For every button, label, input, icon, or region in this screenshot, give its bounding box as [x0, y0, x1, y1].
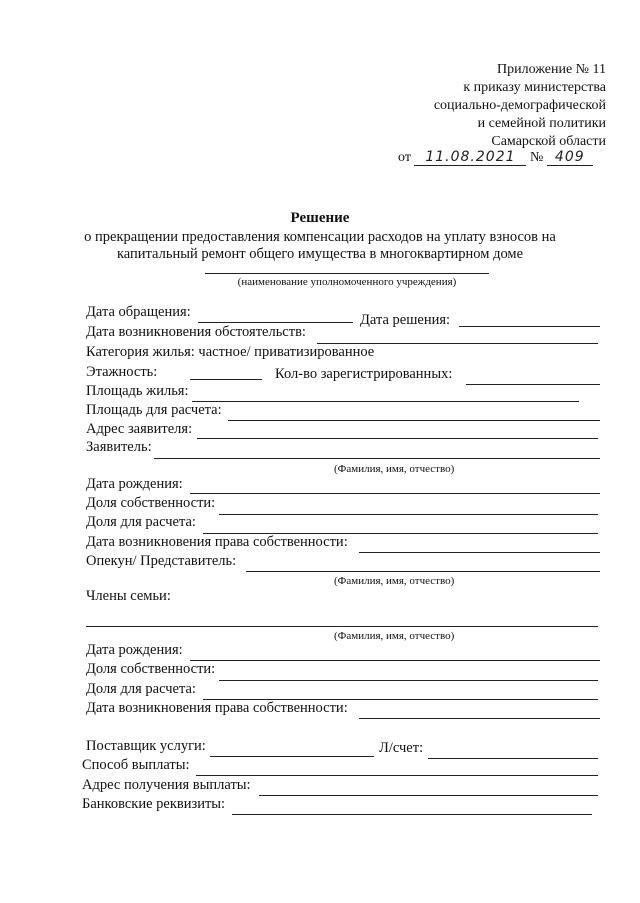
applicant-field[interactable]: [154, 458, 600, 459]
applicant-fio-caption: (Фамилия, имя, отчество): [334, 463, 455, 475]
number-prefix: №: [529, 150, 544, 165]
appeal-date-field[interactable]: [198, 322, 353, 323]
ministry-line: социально-демографической: [433, 98, 606, 113]
ownership-share-field-1[interactable]: [219, 514, 598, 515]
payment-address-field[interactable]: [259, 795, 598, 796]
document-subtitle-2: капитальный ремонт общего имущества в многоквартирном доме: [116, 246, 524, 262]
ownership-date-label-2: Дата возникновения права собственности:: [86, 700, 348, 716]
ownership-share-field-2[interactable]: [219, 680, 598, 681]
guardian-field[interactable]: [246, 571, 600, 572]
birth-date-field-1[interactable]: [190, 493, 600, 494]
registered-count-field[interactable]: [466, 384, 600, 385]
provider-field[interactable]: [210, 756, 374, 757]
living-area-field[interactable]: [192, 401, 579, 402]
order-ref-line: к приказу министерства: [463, 80, 606, 95]
document-subtitle-1: о прекращении предоставления компенсации расходов на уплату взносов на: [84, 229, 556, 245]
bank-details-label: Банковские реквизиты:: [82, 796, 226, 812]
calc-share-label-2: Доля для расчета:: [86, 681, 196, 697]
ownership-share-label-2: Доля собственности:: [86, 661, 216, 677]
provider-label: Поставщик услуги:: [86, 738, 206, 754]
calc-share-label-1: Доля для расчета:: [86, 514, 196, 530]
applicant-address-label: Адрес заявителя:: [86, 421, 193, 437]
calc-area-label: Площадь для расчета:: [86, 402, 222, 418]
ownership-date-field-1[interactable]: [359, 552, 600, 553]
region-line: Самарской области: [491, 134, 606, 149]
family-members-field[interactable]: [86, 626, 598, 627]
institution-line[interactable]: [205, 273, 489, 274]
floors-label: Этажность:: [86, 364, 158, 380]
payment-method-label: Способ выплаты:: [82, 757, 190, 773]
appendix-number: Приложение № 11: [497, 62, 606, 77]
decision-date-label: Дата решения:: [360, 312, 451, 328]
document-title: Решение: [290, 210, 350, 226]
ownership-share-label-1: Доля собственности:: [86, 495, 216, 511]
institution-caption: (наименование уполномоченного учреждения): [237, 276, 457, 288]
payment-method-field[interactable]: [196, 775, 598, 776]
living-area-label: Площадь жилья:: [86, 383, 189, 399]
applicant-address-field[interactable]: [197, 438, 598, 439]
order-date-row: [398, 149, 593, 166]
birth-date-field-2[interactable]: [190, 660, 600, 661]
ownership-date-label-1: Дата возникновения права собственности:: [86, 534, 348, 550]
circumstances-date-label: Дата возникновения обстоятельств:: [86, 324, 306, 340]
appeal-date-label: Дата обращения:: [86, 304, 191, 320]
floors-field[interactable]: [190, 379, 262, 380]
account-label: Л/счет:: [379, 740, 424, 756]
payment-address-label: Адрес получения выплаты:: [82, 777, 251, 793]
date-prefix: от: [398, 150, 411, 165]
ownership-date-field-2[interactable]: [359, 718, 600, 719]
calc-area-field[interactable]: [228, 420, 600, 421]
guardian-fio-caption: (Фамилия, имя, отчество): [334, 575, 455, 587]
guardian-label: Опекун/ Представитель:: [86, 553, 237, 569]
family-members-label: Члены семьи:: [86, 588, 171, 604]
ministry-line-2: и семейной политики: [477, 116, 606, 131]
birth-date-label-1: Дата рождения:: [86, 476, 183, 492]
registered-count-label: Кол-во зарегистрированных:: [275, 366, 453, 382]
order-date-value: 11.08.2021: [414, 149, 526, 166]
applicant-label: Заявитель:: [86, 439, 152, 455]
order-number-value: 409: [547, 149, 593, 166]
family-fio-caption: (Фамилия, имя, отчество): [334, 630, 455, 642]
housing-category-label: Категория жилья: частное/ приватизированное: [86, 344, 375, 360]
account-field[interactable]: [428, 758, 598, 759]
birth-date-label-2: Дата рождения:: [86, 642, 183, 658]
bank-details-field[interactable]: [232, 814, 592, 815]
decision-date-field[interactable]: [459, 326, 600, 327]
